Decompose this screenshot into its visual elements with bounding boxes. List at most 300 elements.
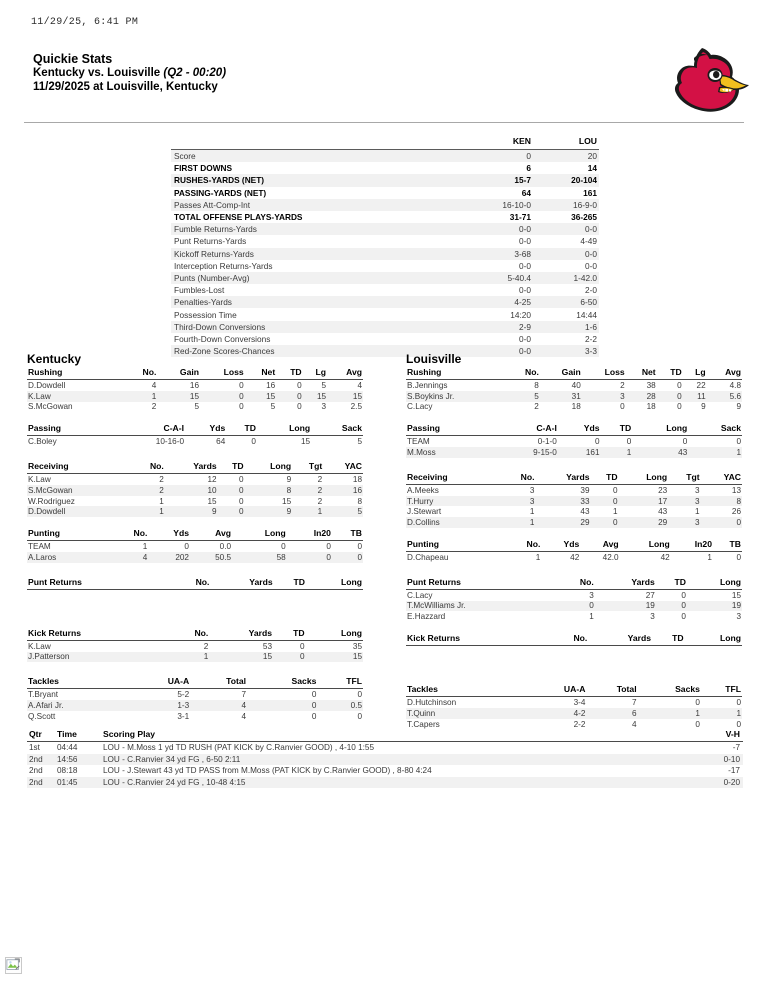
team-stats-ken-value: 0-0 xyxy=(519,333,531,344)
stat-value: 0 xyxy=(736,552,741,562)
stat-value: 38 xyxy=(646,380,656,390)
stat-value: 1 xyxy=(502,517,535,528)
stat-row xyxy=(406,484,742,495)
stat-value: 0 xyxy=(239,402,244,412)
stat-col-header: Gain xyxy=(157,367,200,380)
stat-col-header: UA-A xyxy=(129,676,190,689)
stat-section-title: Kick Returns xyxy=(406,633,550,646)
print-timestamp: 11/29/25, 6:41 PM xyxy=(31,17,139,28)
stat-value: 15 xyxy=(209,652,273,663)
stat-player-name: T.Bryant xyxy=(28,690,59,700)
stat-col-header: Tgt xyxy=(668,472,700,485)
stat-value: 11 xyxy=(683,391,707,402)
spacer xyxy=(406,412,742,423)
stat-player-name: S.McGowan xyxy=(28,402,73,412)
stat-col-header: TD xyxy=(656,577,687,590)
scoring-vh: 0-10 xyxy=(683,754,743,766)
stat-player-name: T.McWilliams Jr. xyxy=(406,601,558,612)
stat-col-header: Sacks xyxy=(638,684,701,697)
stat-col-header: Sack xyxy=(311,423,363,436)
stat-player-name: T.Capers xyxy=(407,719,440,729)
stat-value: 2.5 xyxy=(350,402,362,412)
louisville-passing-block xyxy=(406,423,742,458)
stat-value: 7 xyxy=(632,698,637,708)
stat-value: 1-3 xyxy=(129,700,190,711)
team-stats-row xyxy=(171,272,599,284)
stat-row xyxy=(27,640,363,651)
stat-value: 8 xyxy=(357,496,362,506)
stat-row xyxy=(406,552,742,563)
stat-value: 18 xyxy=(571,402,581,412)
kentucky-kick-returns-block xyxy=(27,628,363,663)
stat-value: 0 xyxy=(357,542,362,552)
louisville-passing-block-table xyxy=(406,423,742,458)
team-stats-row xyxy=(171,284,599,296)
team-stats-label: Red-Zone Scores-Chances xyxy=(171,345,467,357)
stat-value: 0 xyxy=(357,690,362,700)
stat-col-header: No. xyxy=(558,577,595,590)
stat-value: 0 xyxy=(681,590,686,600)
team-stats-lou-value: 161 xyxy=(583,187,597,198)
stat-row xyxy=(27,652,363,663)
stat-col-header: TFL xyxy=(317,676,363,689)
stat-header-row xyxy=(27,628,363,641)
stat-col-header: No. xyxy=(111,528,148,541)
scoring-row xyxy=(27,765,743,777)
stat-value: 0 xyxy=(677,402,682,412)
kentucky-tackles-block xyxy=(27,676,363,721)
stat-player-name: B.Jennings xyxy=(407,380,448,390)
stat-value: 0 xyxy=(695,698,700,708)
stat-value: 42 xyxy=(660,552,670,562)
stat-value: 4.8 xyxy=(729,380,741,390)
stat-row xyxy=(406,447,742,458)
stat-header-row xyxy=(27,577,363,590)
stat-value: 3 xyxy=(736,612,741,622)
stat-col-header: Long xyxy=(632,423,688,436)
spacer xyxy=(406,646,742,684)
kentucky-tackles-block-table xyxy=(27,676,363,721)
scoring-vh: -7 xyxy=(732,743,740,753)
stat-value: 8 xyxy=(245,485,293,496)
stat-player-name: D.Collins xyxy=(406,517,502,528)
stat-value: 18 xyxy=(352,475,362,485)
stat-value: 31 xyxy=(540,391,582,402)
stat-player-name: Q.Scott xyxy=(28,711,56,721)
team-stats-col-lou: LOU xyxy=(533,136,599,150)
stat-value: 10-16-0 xyxy=(155,437,185,447)
stat-value: 202 xyxy=(148,552,190,563)
spacer xyxy=(406,622,742,633)
stat-col-header: Gain xyxy=(540,367,582,380)
stat-value: 3-4 xyxy=(573,698,586,708)
stat-value: 1 xyxy=(613,507,618,517)
team-stats-ken-value: 0-0 xyxy=(519,236,531,247)
stat-row xyxy=(406,436,742,447)
spacer xyxy=(406,458,742,472)
team-stats-label: Kickoff Returns-Yards xyxy=(171,248,467,260)
stat-value: 1 xyxy=(589,612,594,622)
kentucky-punt-returns-block-table xyxy=(27,577,363,590)
scoring-col-qtr: Qtr xyxy=(27,729,55,742)
stat-value: 0 xyxy=(299,641,305,651)
stat-value: 0-1-0 xyxy=(537,437,557,447)
stat-row xyxy=(406,708,742,719)
stat-row xyxy=(27,474,363,485)
stat-value: 9 xyxy=(165,506,218,517)
scoring-vh: -17 xyxy=(728,766,740,776)
spacer xyxy=(27,662,363,676)
team-stats-ken-value: 0-0 xyxy=(467,223,533,235)
stat-value: 22 xyxy=(696,380,706,390)
stat-header-row xyxy=(27,528,363,541)
stat-value: 0 xyxy=(594,437,600,447)
scoring-play: LOU - J.Stewart 43 yd TD PASS from M.Moss (PAT KICK by C.Ranvier GOOD) , 8-80 4:24 xyxy=(103,766,432,776)
louisville-team-name: Louisville xyxy=(406,352,462,366)
stat-value: 3 xyxy=(650,612,655,622)
scoring-play: LOU - C.Ranvier 24 yd FG , 10-48 4:15 xyxy=(101,777,683,789)
stat-col-header: Yards xyxy=(209,628,273,641)
title-block xyxy=(33,52,226,94)
stat-row xyxy=(406,496,742,507)
scoring-vh: 0-20 xyxy=(683,777,743,789)
stat-row xyxy=(406,611,742,622)
stat-value: 0.5 xyxy=(317,700,363,711)
stat-value: 2 xyxy=(203,641,209,651)
stat-value: 43 xyxy=(658,507,668,517)
stat-value: 5-2 xyxy=(177,690,190,700)
stat-value: 15 xyxy=(731,590,741,600)
scoring-row xyxy=(27,742,743,754)
team-stats-label: Possession Time xyxy=(174,309,237,320)
stat-value: 35 xyxy=(352,641,362,651)
spacer xyxy=(406,528,742,539)
stat-row xyxy=(27,506,363,517)
stat-value: 13 xyxy=(731,485,741,495)
stat-player-name: J.Patterson xyxy=(27,652,171,663)
louisville-receiving-block-table xyxy=(406,472,742,528)
stat-value: 15 xyxy=(157,391,200,402)
team-stats-ken-value: 4-25 xyxy=(467,296,533,308)
stat-value: 0 xyxy=(239,475,244,485)
spacer xyxy=(27,517,363,528)
stat-value: 0 xyxy=(677,380,682,390)
stat-value: 3 xyxy=(582,391,626,402)
kentucky-punting-block xyxy=(27,528,363,563)
stat-col-header: Long xyxy=(232,528,287,541)
stat-value: 2-2 xyxy=(573,719,586,729)
louisville-punting-block xyxy=(406,539,742,563)
stat-player-name: M.Moss xyxy=(406,447,495,458)
stat-value: 1 xyxy=(707,552,712,562)
stat-value: 15 xyxy=(300,437,311,447)
stat-value: 15 xyxy=(207,496,217,506)
stat-value: 19 xyxy=(687,601,742,612)
stat-value: 0.0 xyxy=(219,542,232,552)
scoring-qtr: 1st xyxy=(29,743,40,753)
stat-row xyxy=(27,402,363,413)
stat-row xyxy=(27,541,363,552)
stat-value: 15 xyxy=(327,391,363,402)
stat-value: 4 xyxy=(632,719,637,729)
stat-col-header: Yds xyxy=(541,539,580,552)
stat-section-title: Receiving xyxy=(406,472,502,485)
stat-value: 0 xyxy=(656,601,687,612)
stat-header-row xyxy=(406,539,742,552)
stat-section-title: Receiving xyxy=(27,461,133,474)
stat-value: 3 xyxy=(668,496,700,507)
stat-row xyxy=(406,380,742,391)
stat-value: 0 xyxy=(620,402,625,412)
stat-col-header: Yards xyxy=(535,472,590,485)
team-stats-label: RUSHES-YARDS (NET) xyxy=(171,174,467,186)
stat-value: 3 xyxy=(589,590,594,600)
stat-value: 2 xyxy=(534,402,539,412)
team-stats-lou-value: 0-0 xyxy=(533,248,599,260)
stat-value: 9-15-0 xyxy=(495,447,558,458)
stat-value: 0 xyxy=(239,496,244,506)
stat-row xyxy=(406,402,742,413)
team-stats-ken-value: 15-7 xyxy=(467,174,533,186)
stat-section-title: Kick Returns xyxy=(27,628,171,641)
team-stats-row xyxy=(171,333,599,345)
stat-value: 0 xyxy=(591,517,619,528)
stat-value: 1 xyxy=(529,507,535,517)
kentucky-rushing-block xyxy=(27,367,363,412)
louisville-kick-returns-block xyxy=(406,633,742,646)
stat-section-title: Punt Returns xyxy=(406,577,558,590)
stat-header-row xyxy=(406,367,742,380)
team-stats-ken-value: 64 xyxy=(521,187,531,198)
stat-value: 6 xyxy=(586,708,637,719)
stat-col-header: Yds xyxy=(148,528,190,541)
stat-value: 0 xyxy=(613,485,618,495)
stat-row xyxy=(406,517,742,528)
stat-row xyxy=(27,552,363,563)
stat-value: 0 xyxy=(218,506,245,517)
stat-value: 16 xyxy=(266,380,276,390)
scoring-qtr: 2nd xyxy=(27,777,55,789)
stat-row xyxy=(406,589,742,600)
stat-player-name: K.Law xyxy=(27,391,126,402)
stat-col-header: Lg xyxy=(683,367,707,380)
stat-value: 5 xyxy=(270,402,276,412)
team-stats-label: Passes Att-Comp-Int xyxy=(171,199,467,211)
kentucky-kick-returns-block-table xyxy=(27,628,363,663)
team-stats-row xyxy=(171,260,599,272)
header-divider xyxy=(24,122,744,123)
scoring-col-vh: V-H xyxy=(683,729,743,742)
stat-header-row xyxy=(27,676,363,689)
stat-value: 0 xyxy=(200,391,245,402)
stat-value: 0 xyxy=(311,690,317,700)
stat-col-header: Yds xyxy=(185,423,226,436)
scoring-row xyxy=(27,754,743,766)
stat-value: 0 xyxy=(297,402,302,412)
stat-row xyxy=(406,506,742,517)
team-stats-col-ken: KEN xyxy=(467,136,533,150)
stat-player-name: C.Boley xyxy=(28,437,57,447)
stat-value: 0 xyxy=(695,719,700,729)
stat-col-header: TB xyxy=(332,528,363,541)
louisville-tackles-block-table xyxy=(406,684,742,729)
team-stats-lou-value: 20 xyxy=(533,150,599,163)
stat-col-header: YAC xyxy=(701,472,742,485)
stat-value: 0 xyxy=(357,711,362,721)
kentucky-punt-returns-block xyxy=(27,577,363,590)
stat-value: 0 xyxy=(657,391,683,402)
stat-player-name: A.Laros xyxy=(27,552,111,563)
stat-value: 0 xyxy=(701,517,742,528)
stat-header-row xyxy=(27,461,363,474)
stat-value: 5.6 xyxy=(707,391,742,402)
team-stats-lou-value: 4-49 xyxy=(580,236,597,247)
louisville-tackles-block xyxy=(406,684,742,729)
stat-col-header: Lg xyxy=(303,367,327,380)
stat-value: 2 xyxy=(159,475,164,485)
team-stats-label: Score xyxy=(171,150,467,163)
stat-col-header: No. xyxy=(133,461,165,474)
team-stats-label: Fourth-Down Conversions xyxy=(174,333,271,344)
spacer xyxy=(27,447,363,461)
team-stats-lou-value: 14 xyxy=(587,163,597,174)
stat-value: 2 xyxy=(292,485,323,496)
stat-col-header: TD xyxy=(274,577,306,590)
stat-col-header: Long xyxy=(245,461,293,474)
stat-value: 1 xyxy=(159,496,164,506)
stat-value: 15 xyxy=(306,652,363,663)
team-stats-row xyxy=(171,150,599,163)
stat-value: 3 xyxy=(529,485,535,495)
stat-value: 23 xyxy=(658,485,668,495)
matchup-teams: Kentucky vs. Louisville xyxy=(33,67,164,79)
kentucky-column xyxy=(27,352,363,722)
team-stats-ken-value: 14:20 xyxy=(510,309,531,320)
stat-row xyxy=(27,436,363,447)
stat-value: 0 xyxy=(311,711,317,721)
team-stats-table xyxy=(171,136,599,357)
team-stats-ken-value: 2-9 xyxy=(467,321,533,333)
kentucky-passing-block-table xyxy=(27,423,363,447)
team-stats-lou-value: 0-0 xyxy=(585,260,597,271)
stat-col-header: Total xyxy=(586,684,637,697)
stat-player-name: D.Chapeau xyxy=(407,552,449,562)
stat-section-title: Tackles xyxy=(406,684,531,697)
spacer xyxy=(27,590,363,628)
stat-value: 0 xyxy=(281,542,286,552)
stat-value: 161 xyxy=(558,447,601,458)
scoring-row xyxy=(27,777,743,789)
stat-value: 8 xyxy=(701,496,742,507)
stat-value: 29 xyxy=(535,517,590,528)
louisville-column xyxy=(406,352,742,730)
broken-image-placeholder-icon xyxy=(5,957,22,974)
page-title: Quickie Stats xyxy=(33,52,113,66)
team-stats-row xyxy=(171,235,599,247)
stat-row xyxy=(406,601,742,612)
stat-value: 2 xyxy=(317,496,323,506)
team-stats-ken-value: 0-0 xyxy=(519,285,531,296)
stat-value: 33 xyxy=(535,496,590,507)
stat-value: 53 xyxy=(262,641,273,651)
stat-value: 2 xyxy=(620,380,625,390)
team-stats-label: Fumble Returns-Yards xyxy=(171,223,467,235)
stat-col-header: Long xyxy=(619,472,669,485)
stat-row xyxy=(27,700,363,711)
stat-section-title: Passing xyxy=(27,423,113,436)
stat-value: 64 xyxy=(216,437,226,447)
matchup-line xyxy=(33,66,226,80)
stat-value: 1 xyxy=(701,708,742,719)
stat-section-title: Tackles xyxy=(27,676,129,689)
stat-col-header: No. xyxy=(509,367,540,380)
stat-value: 1 xyxy=(688,447,742,458)
team-stats-lou-value: 36-265 xyxy=(571,212,597,223)
stat-section-title: Punt Returns xyxy=(27,577,172,590)
scoring-col-time: Time xyxy=(55,729,101,742)
team-stats-row xyxy=(171,174,599,186)
stat-col-header: Avg xyxy=(707,367,742,380)
stat-value: 0 xyxy=(184,542,189,552)
louisville-receiving-block xyxy=(406,472,742,528)
scoring-time: 04:44 xyxy=(57,743,78,753)
stat-value: 5 xyxy=(321,380,327,390)
stat-value: 42.0 xyxy=(602,552,619,562)
team-stats-lou-value: 6-50 xyxy=(533,296,599,308)
stat-value: 2 xyxy=(317,475,323,485)
stat-row xyxy=(27,711,363,722)
kentucky-team-name: Kentucky xyxy=(27,352,82,366)
stat-player-name: K.Law xyxy=(28,475,51,485)
stat-player-name: J.Stewart xyxy=(407,507,442,517)
stat-value: 15 xyxy=(303,391,327,402)
stat-value: 5 xyxy=(323,506,363,517)
stat-row xyxy=(406,697,742,708)
stat-col-header: Total xyxy=(190,676,247,689)
stat-player-name: T.Quinn xyxy=(406,708,531,719)
stat-value: 0 xyxy=(626,437,632,447)
stat-col-header: Long xyxy=(620,539,671,552)
team-stats-row xyxy=(171,187,599,199)
team-stats-row xyxy=(171,211,599,223)
matchup-status: (Q2 - 00:20) xyxy=(163,67,227,79)
team-stats-label: Interception Returns-Yards xyxy=(174,260,273,271)
stat-value: 3-1 xyxy=(177,711,190,721)
matchup-datetime-location: 11/29/2025 at Louisville, Kentucky xyxy=(33,81,218,93)
stat-col-header: Long xyxy=(687,577,742,590)
stat-value: 16 xyxy=(189,380,199,390)
stat-header-row xyxy=(406,633,742,646)
team-stats-ken-value: 0-0 xyxy=(467,345,533,357)
stat-player-name: TEAM xyxy=(407,437,430,447)
stat-col-header: Yards xyxy=(165,461,218,474)
stat-value: 4-2 xyxy=(531,708,586,719)
stat-col-header: Net xyxy=(626,367,657,380)
team-stats-row xyxy=(171,248,599,260)
stat-value: 0 xyxy=(326,542,331,552)
stat-col-header: Long xyxy=(685,633,742,646)
kentucky-receiving-block-table xyxy=(27,461,363,517)
stat-col-header: TD xyxy=(276,367,302,380)
team-stats-label: Penalties-Yards xyxy=(171,296,467,308)
stat-header-row xyxy=(406,472,742,485)
stat-value: 2 xyxy=(133,485,165,496)
stat-col-header: C-A-I xyxy=(495,423,558,436)
spacer xyxy=(27,412,363,423)
stat-value: 0 xyxy=(247,700,317,711)
stat-player-name: C.Lacy xyxy=(407,402,433,412)
stat-value: 0 xyxy=(273,652,306,663)
